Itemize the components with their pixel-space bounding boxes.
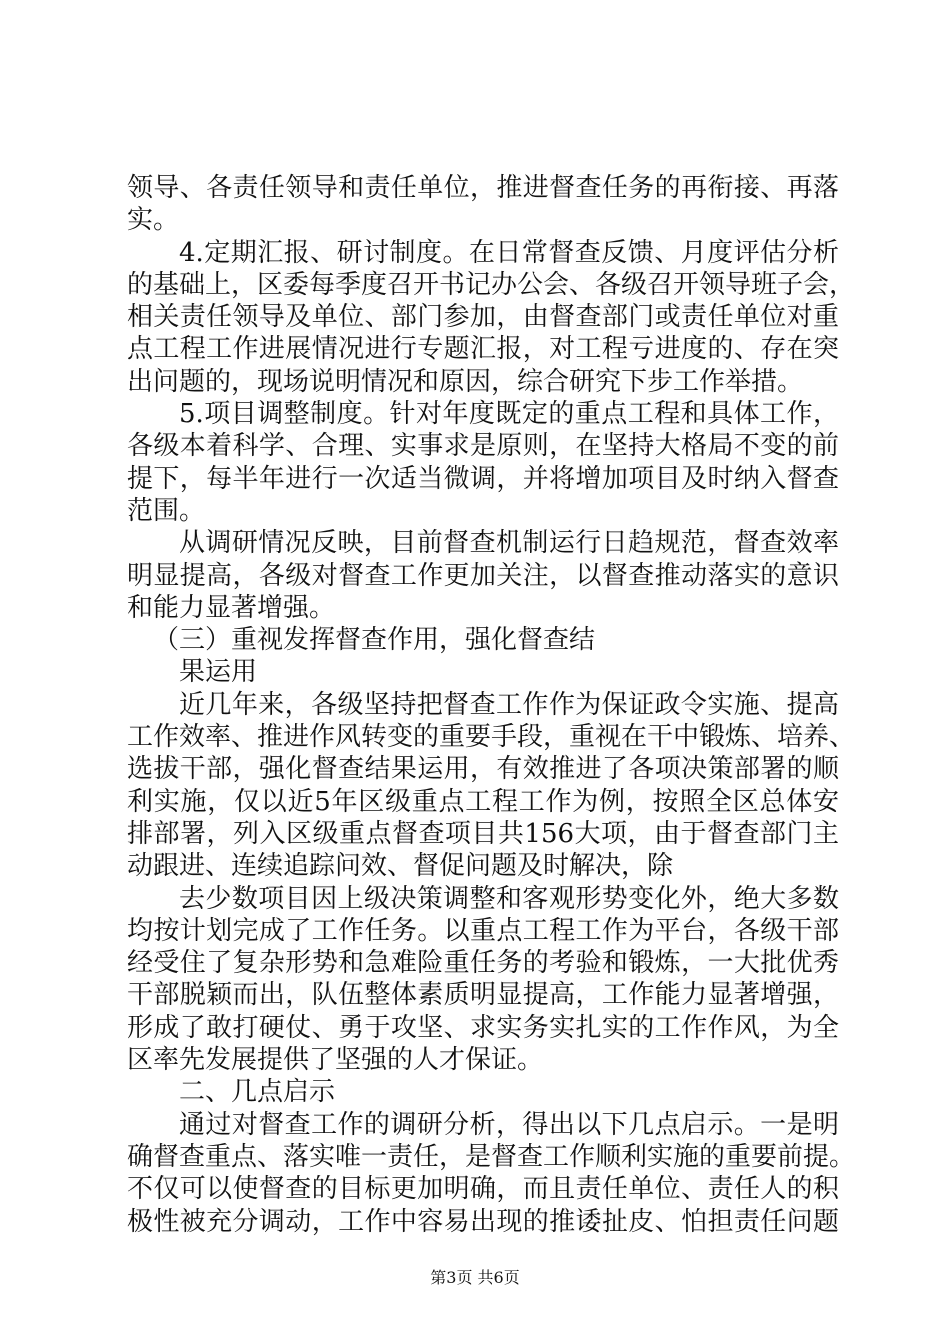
page-number-label: 第3页 共6页 [430,1268,520,1287]
text-line: 相关责任领导及单位、部门参加，由督查部门或责任单位对重 [127,302,839,333]
text-line: 排部署，列入区级重点督查项目共156大项，由于督查部门主 [127,818,839,849]
text-line: 从调研情况反映，目前督查机制运行日趋规范，督查效率 [179,528,839,559]
text-line: 经受住了复杂形势和急难险重任务的考验和锻炼，一大批优秀 [127,948,839,979]
text-line: （三）重视发挥督查作用，强化督查结 [153,625,596,656]
text-line: 的基础上，区委每季度召开书记办公会、各级召开领导班子会， [127,269,856,300]
page-footer [0,1268,950,1288]
text-line: 5.项目调整制度。针对年度既定的重点工程和具体工作， [179,399,839,430]
text-line: 近几年来，各级坚持把督查工作作为保证政令实施、提高 [179,689,839,720]
text-line: 选拔干部，强化督查结果运用，有效推进了各项决策部署的顺 [127,754,839,785]
text-line: 工作效率、推进作风转变的重要手段，重视在干中锻炼、培养、 [127,722,856,753]
text-line: 动跟进、连续追踪问效、督促问题及时解决，除 [127,851,674,882]
text-line: 和能力显著增强。 [127,592,336,623]
text-line: 确督查重点、落实唯一责任，是督查工作顺利实施的重要前提。 [127,1141,856,1172]
text-line: 不仅可以使督查的目标更加明确，而且责任单位、责任人的积 [127,1174,839,1205]
text-line: 明显提高，各级对督查工作更加关注，以督查推动落实的意识 [127,560,839,591]
text-line: 4.定期汇报、研讨制度。在日常督查反馈、月度评估分析 [179,237,839,268]
text-line: 去少数项目因上级决策调整和客观形势变化外，绝大多数 [179,883,839,914]
text-line: 范围。 [127,495,206,526]
text-line: 各级本着科学、合理、实事求是原则，在坚持大格局不变的前 [127,431,839,462]
text-line: 领导、各责任领导和责任单位，推进督查任务的再衔接、再落 [127,173,839,203]
text-line: 利实施，仅以近5年区级重点工程工作为例，按照全区总体安 [127,786,839,817]
text-line: 果运用 [179,657,258,688]
text-line: 提下，每半年进行一次适当微调，并将增加项目及时纳入督查 [127,463,839,494]
text-line: 出问题的，现场说明情况和原因，综合研究下步工作举措。 [127,366,804,397]
document-body [127,172,856,1238]
text-line: 实。 [127,205,180,236]
text-line: 通过对督查工作的调研分析，得出以下几点启示。一是明 [179,1109,839,1140]
text-line: 点工程工作进展情况进行专题汇报，对工程亏进度的、存在突 [127,334,839,365]
text-line: 均按计划完成了工作任务。以重点工程工作为平台，各级干部 [127,915,839,946]
text-line: 干部脱颖而出，队伍整体素质明显提高，工作能力显著增强， [127,980,839,1011]
text-line: 区率先发展提供了坚强的人才保证。 [127,1045,544,1076]
text-line: 形成了敢打硬仗、勇于攻坚、求实务实扎实的工作作风，为全 [127,1012,839,1043]
text-line: 极性被充分调动，工作中容易出现的推诿扯皮、怕担责任问题 [127,1206,839,1237]
text-line: 二、几点启示 [179,1077,336,1108]
